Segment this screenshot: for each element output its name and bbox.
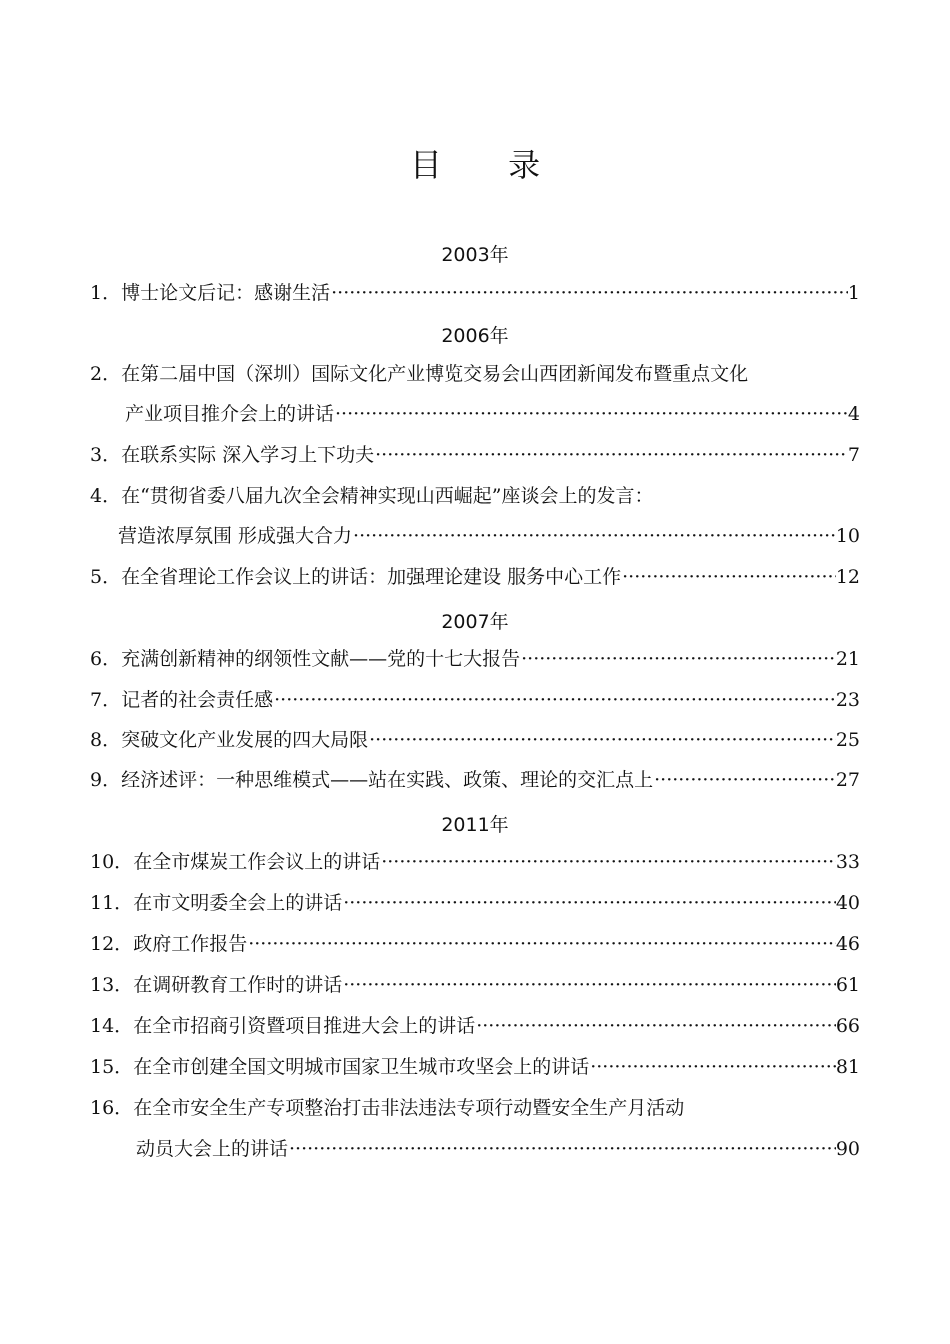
entry-number: 1．	[90, 282, 122, 304]
entry-number: 7．	[90, 689, 122, 711]
entry-page-number: 61	[835, 974, 860, 996]
entry-page-number: 40	[835, 892, 860, 914]
toc-line	[90, 1013, 860, 1039]
entry-title: 在市文明委全会上的讲话	[133, 892, 343, 914]
toc-line	[125, 401, 860, 427]
entry-page-number: 66	[835, 1015, 860, 1037]
toc-line	[118, 523, 860, 549]
dot-leader	[475, 1013, 836, 1039]
entry-page-number: 27	[835, 769, 860, 791]
dot-leader	[520, 646, 836, 672]
toc-line	[90, 972, 860, 998]
entry-page-number: 10	[835, 525, 860, 547]
toc-line	[90, 442, 860, 468]
entry-number: 5．	[90, 566, 122, 588]
toc-line	[90, 687, 860, 713]
toc-line	[90, 564, 860, 590]
dot-leader	[653, 767, 836, 793]
toc-line	[90, 280, 860, 306]
dot-leader	[334, 401, 848, 427]
entry-number: 6．	[90, 648, 122, 670]
entry-number: 15．	[90, 1056, 134, 1078]
entry-page-number: 33	[835, 851, 860, 873]
dot-leader	[342, 890, 836, 916]
toc-line	[90, 849, 860, 875]
entry-page-number: 21	[835, 648, 860, 670]
entry-title: 在全市煤炭工作会议上的讲话	[133, 851, 381, 873]
entry-title: 在调研教育工作时的讲话	[133, 974, 343, 996]
toc-line	[90, 727, 860, 753]
year-heading: 2006年	[441, 325, 509, 347]
toc-line	[136, 1136, 860, 1162]
entry-title: 充满创新精神的纲领性文献——党的十七大报告	[121, 648, 521, 670]
entry-number: 14．	[90, 1015, 134, 1037]
entry-number: 13．	[90, 974, 134, 996]
entry-page-number: 25	[835, 729, 860, 751]
dot-leader	[352, 523, 836, 549]
toc-line	[90, 361, 860, 387]
toc-line	[90, 931, 860, 957]
dot-leader	[374, 442, 848, 468]
entry-title-continued: 营造浓厚氛围 形成强大合力	[118, 525, 353, 547]
dot-leader	[288, 1136, 836, 1162]
entry-title: 在全市创建全国文明城市国家卫生城市攻坚会上的讲话	[133, 1056, 590, 1078]
entry-title-continued: 产业项目推介会上的讲话	[125, 403, 335, 425]
entry-page-number: 1	[847, 282, 860, 304]
entry-page-number: 90	[835, 1138, 860, 1160]
toc-line	[90, 646, 860, 672]
toc-line	[90, 1054, 860, 1080]
toc-line	[90, 890, 860, 916]
dot-leader	[342, 972, 836, 998]
dot-leader	[330, 280, 848, 306]
entry-title-continued: 动员大会上的讲话	[136, 1138, 289, 1160]
entry-title: 博士论文后记：感谢生活	[121, 282, 331, 304]
entry-title: 经济述评：一种思维模式——站在实践、政策、理论的交汇点上	[121, 769, 654, 791]
entry-title: 在第二届中国（深圳）国际文化产业博览交易会山西团新闻发布暨重点文化	[121, 363, 749, 385]
year-heading: 2007年	[441, 611, 509, 633]
page-title: 目 录	[409, 146, 569, 184]
entry-title: 在全省理论工作会议上的讲话：加强理论建设 服务中心工作	[121, 566, 622, 588]
entry-number: 9．	[90, 769, 122, 791]
entry-title: 记者的社会责任感	[121, 689, 274, 711]
toc-line	[90, 767, 860, 793]
entry-page-number: 12	[835, 566, 860, 588]
entry-number: 11．	[90, 892, 134, 914]
toc-line	[90, 483, 860, 509]
entry-title: 在联系实际 深入学习上下功夫	[121, 444, 375, 466]
entry-title: 突破文化产业发展的四大局限	[121, 729, 369, 751]
year-heading: 2011年	[441, 814, 509, 836]
entry-number: 8．	[90, 729, 122, 751]
entry-page-number: 23	[835, 689, 860, 711]
entry-number: 12．	[90, 933, 134, 955]
entry-title: 在全市安全生产专项整治打击非法违法专项行动暨安全生产月活动	[133, 1097, 685, 1119]
entry-page-number: 46	[835, 933, 860, 955]
entry-number: 3．	[90, 444, 122, 466]
entry-page-number: 81	[835, 1056, 860, 1078]
entry-number: 16．	[90, 1097, 134, 1119]
entry-page-number: 7	[847, 444, 860, 466]
toc-line	[90, 1095, 860, 1121]
entry-number: 2．	[90, 363, 122, 385]
dot-leader	[380, 849, 836, 875]
dot-leader	[589, 1054, 836, 1080]
entry-title: 在全市招商引资暨项目推进大会上的讲话	[133, 1015, 476, 1037]
dot-leader	[621, 564, 836, 590]
year-heading: 2003年	[441, 244, 509, 266]
entry-number: 4．	[90, 485, 122, 507]
entry-page-number: 4	[847, 403, 860, 425]
entry-title: 政府工作报告	[133, 933, 248, 955]
entry-title: 在“贯彻省委八届九次全会精神实现山西崛起”座谈会上的发言：	[121, 485, 654, 507]
entry-number: 10．	[90, 851, 134, 873]
dot-leader	[247, 931, 836, 957]
dot-leader	[273, 687, 836, 713]
dot-leader	[368, 727, 836, 753]
